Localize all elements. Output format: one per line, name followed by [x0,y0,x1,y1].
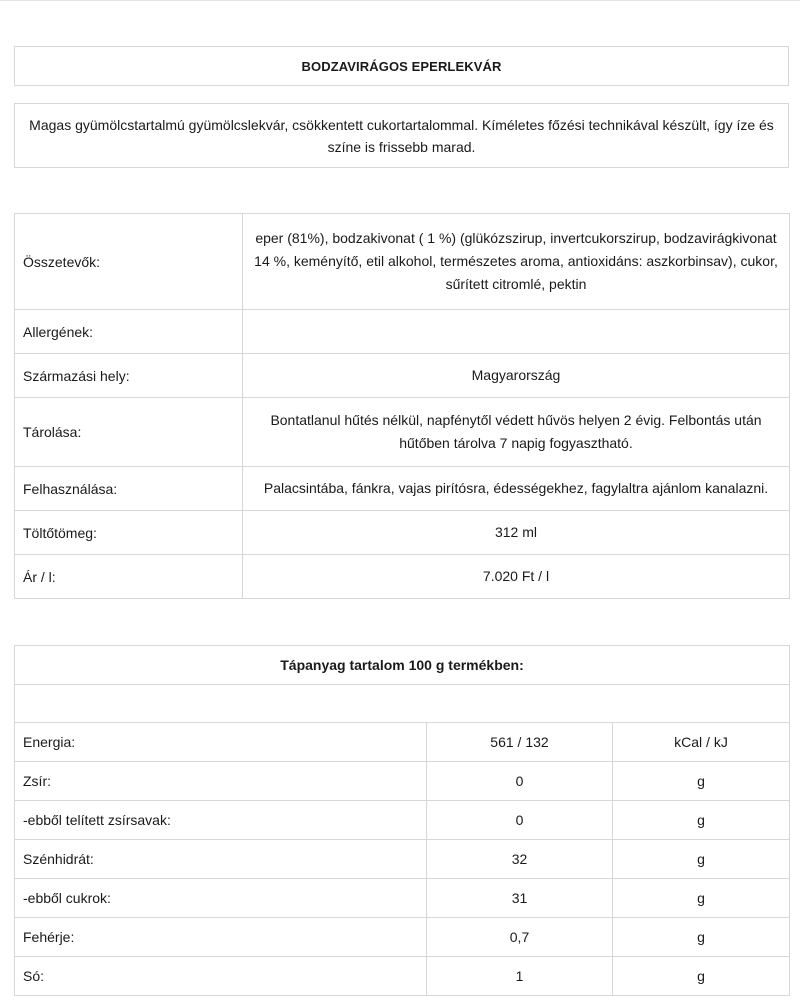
nutrient-unit: g [613,762,790,801]
nutrient-label: Fehérje: [15,918,427,957]
row-value: Bontatlanul hűtés nélkül, napfénytől védett hűvös helyen 2 évig. Felbontás után hűtőben tárolva 7 napig fogyasztható. [243,398,790,467]
nutrient-label: -ebből cukrok: [15,879,427,918]
nutrient-unit: kCal / kJ [613,723,790,762]
nutrient-label: -ebből telített zsírsavak: [15,801,427,840]
nutrition-table [14,645,790,996]
nutrient-unit: g [613,918,790,957]
row-value: Palacsintába, fánkra, vajas pirítósra, édességekhez, fagylaltra ajánlom kanalazni. [243,467,790,511]
nutrient-label: Só: [15,957,427,996]
nutrient-value: 1 [427,957,613,996]
nutrient-unit: g [613,801,790,840]
nutrient-value: 32 [427,840,613,879]
table-row [15,214,790,310]
nutrient-value: 0 [427,801,613,840]
nutrient-unit: g [613,840,790,879]
table-row [15,555,790,599]
nutrition-title: Tápanyag tartalom 100 g termékben: [15,646,790,685]
nutrition-header-row [15,646,790,685]
row-value [243,310,790,354]
nutrient-value: 561 / 132 [427,723,613,762]
nutrient-label: Zsír: [15,762,427,801]
nutrient-label: Szénhidrát: [15,840,427,879]
row-label: Allergének: [15,310,243,354]
product-title-box [14,46,789,86]
table-row [15,801,790,840]
spacer-row [15,685,790,723]
table-row [15,398,790,467]
row-label: Töltőtömeg: [15,511,243,555]
empty-cell [15,685,790,723]
row-value: eper (81%), bodzakivonat ( 1 %) (glükózszirup, invertcukorszirup, bodzavirágkivonat 14 %, keményítő, etil alkohol, természetes aroma, antioxidáns: aszkorbinsav), cukor, sűrített citromlé, pektin [243,214,790,310]
table-row [15,762,790,801]
nutrient-value: 0,7 [427,918,613,957]
row-label: Származási hely: [15,354,243,398]
nutrient-label: Energia: [15,723,427,762]
table-row [15,310,790,354]
table-row [15,918,790,957]
table-row [15,879,790,918]
nutrient-value: 31 [427,879,613,918]
top-divider [0,0,800,1]
nutrient-unit: g [613,879,790,918]
row-value: Magyarország [243,354,790,398]
description-box [14,103,789,168]
nutrient-value: 0 [427,762,613,801]
product-info-table [14,213,790,599]
row-value: 312 ml [243,511,790,555]
row-label: Felhasználása: [15,467,243,511]
product-description: Magas gyümölcstartalmú gyümölcslekvár, csökkentett cukortartalommal. Kíméletes főzési technikával készült, így íze és színe is frissebb marad. [29,116,774,155]
table-row [15,957,790,996]
row-label: Összetevők: [15,214,243,310]
row-value: 7.020 Ft / l [243,555,790,599]
table-row [15,354,790,398]
table-row [15,723,790,762]
table-row [15,840,790,879]
table-row [15,511,790,555]
product-title: BODZAVIRÁGOS EPERLEKVÁR [301,58,502,74]
nutrient-unit: g [613,957,790,996]
row-label: Ár / l: [15,555,243,599]
table-row [15,467,790,511]
row-label: Tárolása: [15,398,243,467]
